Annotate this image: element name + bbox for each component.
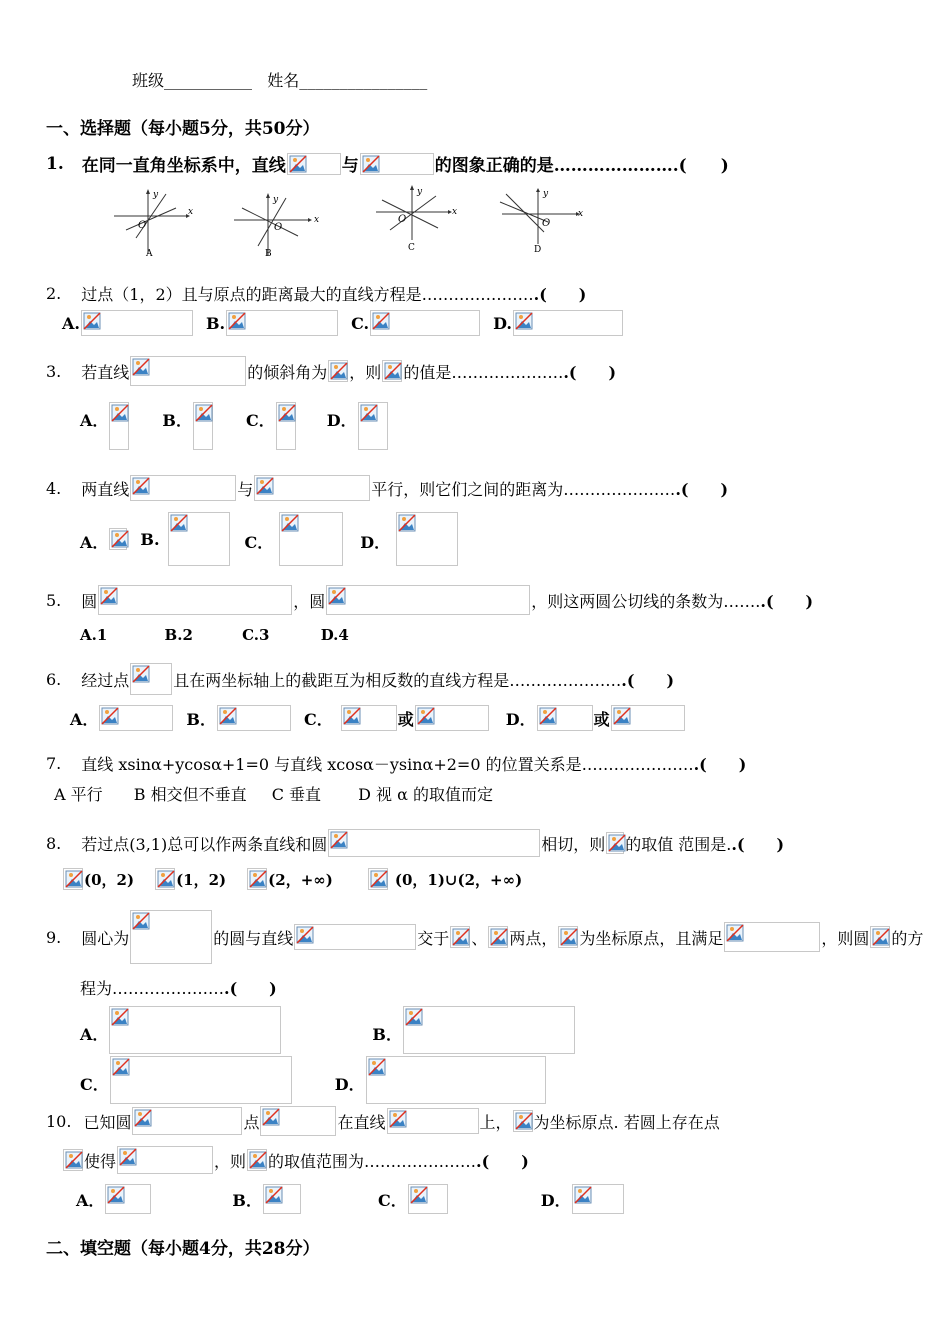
- formula-image-icon: [328, 829, 540, 857]
- axis-y: y: [273, 195, 279, 205]
- q6-options: [70, 705, 686, 731]
- question-text: 交于: [417, 928, 450, 948]
- option-d[interactable]: (0，1)∪(2，+∞): [394, 870, 523, 889]
- question-text: 若过点(3,1)总可以作两条直线和圆: [81, 834, 328, 854]
- question-text: 两点，: [509, 928, 558, 948]
- formula-image-icon: [611, 705, 685, 731]
- question-text: ，圆: [293, 591, 326, 611]
- section-title: 二、填空题（每小题4分，共28分）: [46, 1239, 320, 1259]
- formula-image-icon: [287, 153, 341, 175]
- question-text: 的取值 范围是.: [625, 834, 732, 854]
- question-9-cont: [80, 976, 277, 999]
- question-text: 若直线: [81, 362, 130, 382]
- q8-options: [62, 868, 522, 890]
- question-text: 与: [341, 156, 359, 176]
- answer-paren: .( ): [621, 670, 675, 690]
- option-b[interactable]: B．: [372, 1025, 402, 1044]
- formula-image-icon: [117, 1146, 213, 1174]
- option-c[interactable]: C．: [377, 1190, 407, 1210]
- question-text: 的图象正确的是…………………: [434, 156, 673, 176]
- question-4: [46, 475, 728, 501]
- graph-b: [228, 192, 328, 260]
- origin: O: [398, 214, 407, 225]
- formula-image-icon: [606, 832, 624, 854]
- formula-image-icon: [358, 402, 388, 450]
- option-a[interactable]: A.: [62, 313, 80, 333]
- question-text: 程为…………………: [80, 979, 225, 998]
- question-text: 平行，则它们之间的距离为…………………: [371, 479, 676, 499]
- answer-paren: .( ): [672, 156, 729, 176]
- formula-image-icon: [360, 153, 434, 175]
- origin: O: [138, 220, 147, 231]
- question-text: 经过点: [81, 670, 130, 690]
- option-b[interactable]: B．: [186, 709, 216, 729]
- answer-paren: .( ): [224, 979, 277, 998]
- option-c-label-icon[interactable]: [247, 868, 267, 890]
- question-text: 过点（1，2）且与原点的距离最大的直线方程是…………………: [81, 285, 534, 304]
- formula-image-icon: [110, 1056, 292, 1104]
- graph-label: B: [265, 249, 272, 259]
- option-c[interactable]: C．: [245, 411, 275, 430]
- question-10-cont: [62, 1146, 529, 1174]
- answer-paren: .( ): [731, 834, 785, 854]
- formula-image-icon: [513, 1110, 533, 1132]
- question-text: ，则: [214, 1151, 247, 1171]
- option-b[interactable]: B.2: [164, 626, 193, 644]
- formula-image-icon: [130, 356, 246, 386]
- formula-image-icon: [382, 360, 402, 382]
- or-text: 或: [593, 709, 610, 729]
- question-number: 6.: [46, 669, 62, 689]
- answer-paren: .( ): [533, 285, 587, 304]
- question-text: 的取值范围为…………………: [268, 1151, 477, 1171]
- option-d[interactable]: D．: [505, 709, 536, 729]
- or-text: 或: [397, 709, 414, 729]
- question-7: [46, 752, 746, 775]
- answer-paren: .( ): [476, 1151, 529, 1171]
- formula-image-icon: [294, 924, 416, 950]
- formula-image-icon: [488, 926, 508, 948]
- option-c[interactable]: C．: [80, 1075, 109, 1094]
- graph-label: C: [408, 243, 415, 253]
- option-a[interactable]: A．: [80, 1025, 109, 1044]
- axis-x: x: [578, 209, 584, 219]
- question-9: [46, 910, 923, 964]
- option-d[interactable]: D．: [326, 411, 357, 430]
- option-d[interactable]: D．: [360, 533, 391, 552]
- question-1: [46, 151, 729, 176]
- formula-image-icon: [99, 705, 173, 731]
- option-c[interactable]: C.3: [242, 626, 270, 644]
- question-text: 点: [243, 1112, 260, 1132]
- option-b-label-icon[interactable]: [155, 868, 175, 890]
- option-b[interactable]: B.: [140, 530, 160, 549]
- question-3: [46, 356, 616, 386]
- graph-a: [108, 186, 198, 258]
- formula-image-icon: [326, 585, 530, 615]
- question-number: 7.: [46, 754, 62, 773]
- formula-image-icon: [132, 1107, 242, 1135]
- formula-image-icon: [130, 910, 212, 964]
- question-text: 的方: [891, 928, 924, 948]
- question-8: [46, 829, 784, 857]
- option-a[interactable]: A 平行: [54, 785, 103, 804]
- formula-image-icon: [247, 1149, 267, 1171]
- option-d[interactable]: D 视 α 的取值而定: [358, 785, 494, 804]
- option-c[interactable]: C.: [351, 313, 370, 333]
- question-text: 与: [237, 479, 254, 499]
- formula-image-icon: [105, 1184, 151, 1214]
- question-text: 已知圆: [83, 1112, 132, 1132]
- option-c[interactable]: C 垂直: [271, 785, 322, 804]
- q2-options: [62, 310, 624, 336]
- question-text: 上，: [479, 1112, 512, 1132]
- axis-y: y: [153, 190, 159, 200]
- q10-options: [76, 1184, 625, 1214]
- question-text: 且在两坐标轴上的截距互为相反数的直线方程是…………………: [173, 670, 622, 690]
- formula-image-icon: [396, 512, 458, 566]
- question-text: 使得: [84, 1151, 117, 1171]
- formula-image-icon: [366, 1056, 546, 1104]
- question-number: 10.: [46, 1111, 72, 1131]
- origin: O: [274, 222, 283, 233]
- question-text: 的值是…………………: [403, 362, 564, 382]
- formula-image-icon: [130, 663, 172, 695]
- formula-image-icon: [408, 1184, 448, 1214]
- q7-options: [54, 782, 493, 805]
- formula-image-icon: [98, 585, 292, 615]
- option-d-label-icon[interactable]: [368, 868, 388, 890]
- question-5: [46, 585, 813, 615]
- formula-image-icon: [513, 310, 623, 336]
- option-d[interactable]: D．: [334, 1075, 365, 1094]
- question-text: ，则圆: [821, 928, 870, 948]
- graph-label: D: [534, 245, 542, 255]
- question-text: 在同一直角坐标系中，直线: [81, 156, 286, 176]
- option-d[interactable]: D.4: [320, 626, 349, 644]
- question-number: 5.: [46, 590, 62, 610]
- formula-image-icon: [279, 512, 343, 566]
- question-number: 4.: [46, 478, 62, 498]
- question-2: [46, 282, 586, 305]
- q9-options-row1: [80, 1006, 576, 1054]
- question-number: 1.: [46, 153, 64, 174]
- question-text: 两直线: [81, 479, 130, 499]
- question-text: 相切，则: [541, 834, 606, 854]
- question-text: ，则: [349, 362, 382, 382]
- option-b[interactable]: B．: [162, 411, 192, 430]
- formula-image-icon: [341, 705, 397, 731]
- formula-image-icon: [260, 1106, 336, 1136]
- class-label: 班级: [132, 71, 165, 90]
- q4-options: [80, 512, 459, 566]
- formula-image-icon: [558, 926, 578, 948]
- answer-paren: .( ): [675, 479, 729, 499]
- question-10: [46, 1106, 720, 1136]
- graph-label: A: [146, 249, 153, 258]
- formula-image-icon: [724, 922, 820, 952]
- option-a[interactable]: A．: [76, 1190, 105, 1210]
- formula-image-icon: [870, 926, 890, 948]
- option-d[interactable]: D．: [540, 1190, 571, 1210]
- formula-image-icon: [109, 402, 129, 450]
- formula-image-icon: [572, 1184, 624, 1214]
- axis-x: x: [188, 207, 194, 217]
- option-c[interactable]: C．: [244, 533, 274, 552]
- option-c[interactable]: (2，+∞): [268, 870, 333, 889]
- axis-x: x: [314, 215, 320, 225]
- question-text: 为坐标原点. 若圆上存在点: [533, 1112, 720, 1132]
- formula-image-icon: [276, 402, 296, 450]
- question-number: 9.: [46, 927, 62, 947]
- question-number: 2.: [46, 284, 62, 303]
- question-text: 在直线: [337, 1112, 386, 1132]
- graph-d: [496, 188, 596, 256]
- formula-image-icon: [63, 1149, 83, 1171]
- axis-y: y: [543, 189, 549, 199]
- formula-image-icon: [537, 705, 593, 731]
- question-text: 、: [471, 928, 488, 948]
- formula-image-icon: [130, 475, 236, 501]
- question-6: [46, 663, 674, 695]
- formula-image-icon: [168, 512, 230, 566]
- option-b[interactable]: (1，2): [176, 870, 227, 889]
- name-blank[interactable]: ________________: [299, 71, 428, 90]
- formula-image-icon: [450, 926, 470, 948]
- question-text: 为坐标原点，且满足: [579, 928, 724, 948]
- graph-c: [372, 184, 462, 254]
- class-blank[interactable]: ___________: [164, 71, 253, 90]
- formula-image-icon: [81, 310, 193, 336]
- formula-image-icon: [415, 705, 489, 731]
- question-text: 圆心为: [81, 928, 130, 948]
- question-text: 的倾斜角为: [247, 362, 328, 382]
- option-a[interactable]: (0，2): [84, 870, 135, 889]
- option-a[interactable]: A．: [80, 411, 109, 430]
- question-text: ，则这两圆公切线的条数为…….: [531, 591, 761, 611]
- axis-x: x: [452, 207, 458, 217]
- formula-image-icon: [387, 1108, 479, 1134]
- answer-paren: .( ): [563, 362, 617, 382]
- formula-image-icon: [328, 360, 348, 382]
- formula-image-icon: [109, 528, 127, 550]
- header: [132, 68, 427, 91]
- question-text: 直线 xsinα+ycosα+1=0 与直线 xcosα－ysinα+2=0 的位置关系是…………………: [81, 755, 694, 774]
- section-title: 一、选择题（每小题5分，共50分）: [46, 119, 320, 139]
- origin: O: [542, 218, 551, 229]
- question-number: 3.: [46, 361, 62, 381]
- option-a[interactable]: A．: [70, 709, 99, 729]
- formula-image-icon: [263, 1184, 301, 1214]
- question-text: 圆: [81, 591, 98, 611]
- formula-image-icon: [254, 475, 370, 501]
- axis-y: y: [417, 187, 423, 197]
- formula-image-icon: [193, 402, 213, 450]
- formula-image-icon: [226, 310, 338, 336]
- answer-paren: .( ): [760, 591, 814, 611]
- answer-paren: .( ): [693, 755, 747, 774]
- option-a[interactable]: A．: [80, 533, 109, 552]
- option-d[interactable]: D.: [493, 313, 512, 333]
- option-a[interactable]: A.1: [80, 626, 108, 644]
- option-a-label-icon[interactable]: [63, 868, 83, 890]
- formula-image-icon: [370, 310, 480, 336]
- option-b[interactable]: B.: [205, 313, 226, 333]
- option-b[interactable]: B．: [232, 1190, 262, 1210]
- question-text: 的圆与直线: [213, 928, 294, 948]
- formula-image-icon: [109, 1006, 281, 1054]
- name-label: 姓名: [267, 71, 300, 90]
- option-c[interactable]: C．: [303, 709, 333, 729]
- formula-image-icon: [217, 705, 291, 731]
- q5-options: [80, 626, 349, 644]
- formula-image-icon: [403, 1006, 575, 1054]
- option-b[interactable]: B 相交但不垂直: [133, 785, 247, 804]
- q3-options: [80, 402, 389, 450]
- question-number: 8.: [46, 833, 62, 853]
- q9-options-row2: [80, 1056, 547, 1104]
